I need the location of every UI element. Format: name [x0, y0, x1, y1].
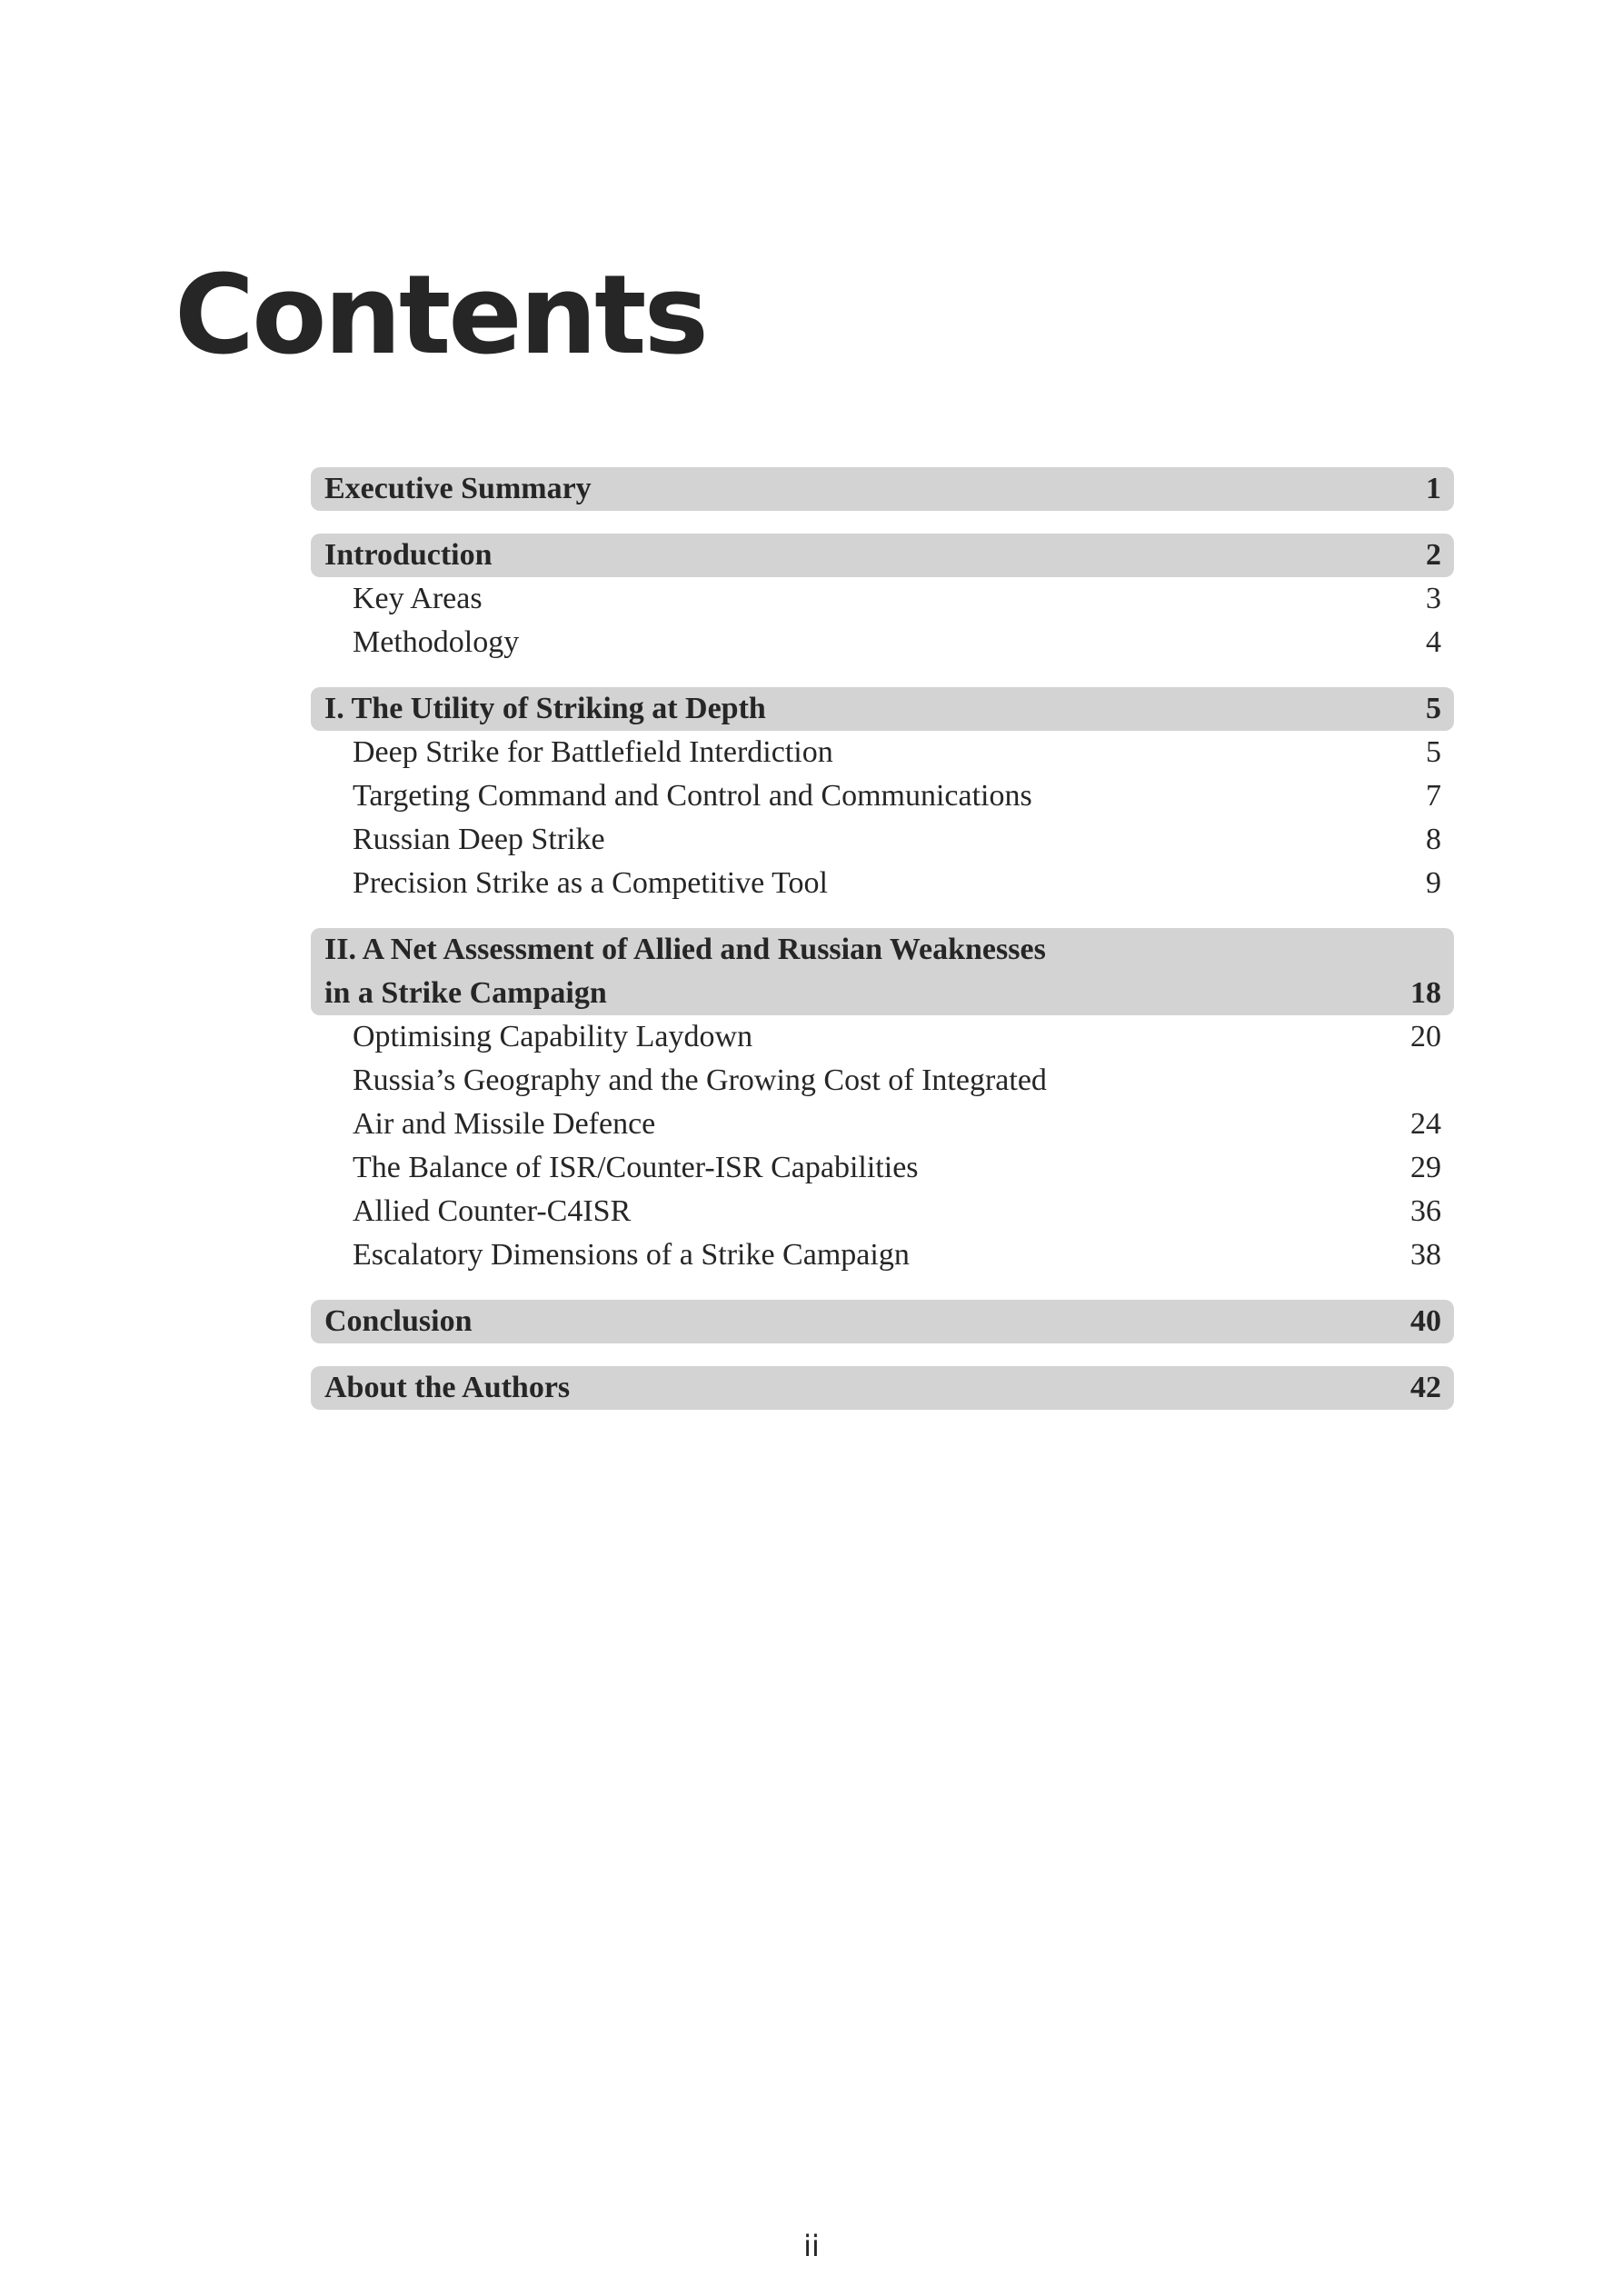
- toc-section-title: Conclusion: [324, 1304, 473, 1338]
- toc-section-header[interactable]: [311, 928, 1454, 1015]
- toc-entry[interactable]: [311, 1103, 1454, 1146]
- toc-page-number: 1: [1426, 472, 1441, 505]
- toc-page-number: 7: [1426, 779, 1441, 813]
- toc-header-line: [311, 928, 1454, 972]
- toc-entry[interactable]: [311, 818, 1454, 862]
- toc-header-line: [311, 467, 1454, 511]
- toc-entry-title: Targeting Command and Control and Communications: [353, 779, 1032, 813]
- toc-section-header[interactable]: [311, 1300, 1454, 1343]
- toc-page-number: 42: [1410, 1371, 1441, 1404]
- toc-page-number: 36: [1410, 1194, 1441, 1228]
- toc-entry[interactable]: [311, 577, 1454, 621]
- toc-page-number: 4: [1426, 625, 1441, 659]
- toc-section: [311, 534, 1454, 664]
- toc-entry-title: Russian Deep Strike: [353, 823, 605, 856]
- toc-page-number: 3: [1426, 582, 1441, 615]
- toc-page-number: 20: [1410, 1020, 1441, 1053]
- toc-section: [311, 687, 1454, 905]
- toc-page-number: 5: [1426, 735, 1441, 769]
- toc-page-number: 9: [1426, 866, 1441, 900]
- toc-section-title: I. The Utility of Striking at Depth: [324, 692, 766, 725]
- toc-entry-title: Deep Strike for Battlefield Interdiction: [353, 735, 833, 769]
- toc-section-header[interactable]: [311, 687, 1454, 731]
- toc-entry[interactable]: [311, 1190, 1454, 1233]
- toc-section: [311, 467, 1454, 511]
- toc-entry[interactable]: [311, 1146, 1454, 1190]
- toc-header-line: [311, 534, 1454, 577]
- toc-entry[interactable]: [311, 1015, 1454, 1059]
- toc-section-header[interactable]: [311, 467, 1454, 511]
- toc-section-title: Introduction: [324, 538, 493, 572]
- page-number: ii: [803, 2229, 820, 2263]
- toc-header-line: [311, 1366, 1454, 1410]
- toc-header-line: [311, 1300, 1454, 1343]
- toc-section-title: About the Authors: [324, 1371, 571, 1404]
- toc-entry[interactable]: [311, 621, 1454, 664]
- toc-page-number: 5: [1426, 692, 1441, 725]
- page-title: Contents: [174, 253, 706, 379]
- toc-page-number: 2: [1426, 538, 1441, 572]
- toc-section: [311, 1300, 1454, 1343]
- toc-entry-title: Precision Strike as a Competitive Tool: [353, 866, 828, 900]
- toc-entry-title: The Balance of ISR/Counter-ISR Capabilities: [353, 1151, 919, 1184]
- toc-page-number: 40: [1410, 1304, 1441, 1338]
- toc-header-line: [311, 687, 1454, 731]
- toc-entry-title: Russia’s Geography and the Growing Cost of Integrated: [353, 1063, 1047, 1097]
- toc-page-number: 38: [1410, 1238, 1441, 1272]
- toc-section: [311, 928, 1454, 1277]
- toc-page-number: 24: [1410, 1107, 1441, 1141]
- toc-entry-title: Methodology: [353, 625, 520, 659]
- toc-entry-title: Air and Missile Defence: [353, 1107, 656, 1141]
- toc-entry[interactable]: [311, 862, 1454, 905]
- toc-section-header[interactable]: [311, 1366, 1454, 1410]
- toc-section-title: in a Strike Campaign: [324, 976, 607, 1010]
- toc-entry-title: Escalatory Dimensions of a Strike Campaign: [353, 1238, 910, 1272]
- toc-entry[interactable]: [311, 1233, 1454, 1277]
- toc-section-header[interactable]: [311, 534, 1454, 577]
- toc-entry[interactable]: [311, 731, 1454, 774]
- toc-page-number: 18: [1410, 976, 1441, 1010]
- toc-page-number: 8: [1426, 823, 1441, 856]
- toc-entry-title: Optimising Capability Laydown: [353, 1020, 753, 1053]
- toc-entry-title: Allied Counter-C4ISR: [353, 1194, 632, 1228]
- toc-entry[interactable]: [311, 1059, 1454, 1103]
- toc-section: [311, 1366, 1454, 1410]
- toc-entry-title: Key Areas: [353, 582, 483, 615]
- toc-entry[interactable]: [311, 774, 1454, 818]
- toc-page-number: 29: [1410, 1151, 1441, 1184]
- toc-header-line: [311, 972, 1454, 1015]
- table-of-contents: [311, 467, 1454, 1433]
- toc-section-title: Executive Summary: [324, 472, 592, 505]
- toc-section-title: II. A Net Assessment of Allied and Russian Weaknesses: [324, 933, 1046, 966]
